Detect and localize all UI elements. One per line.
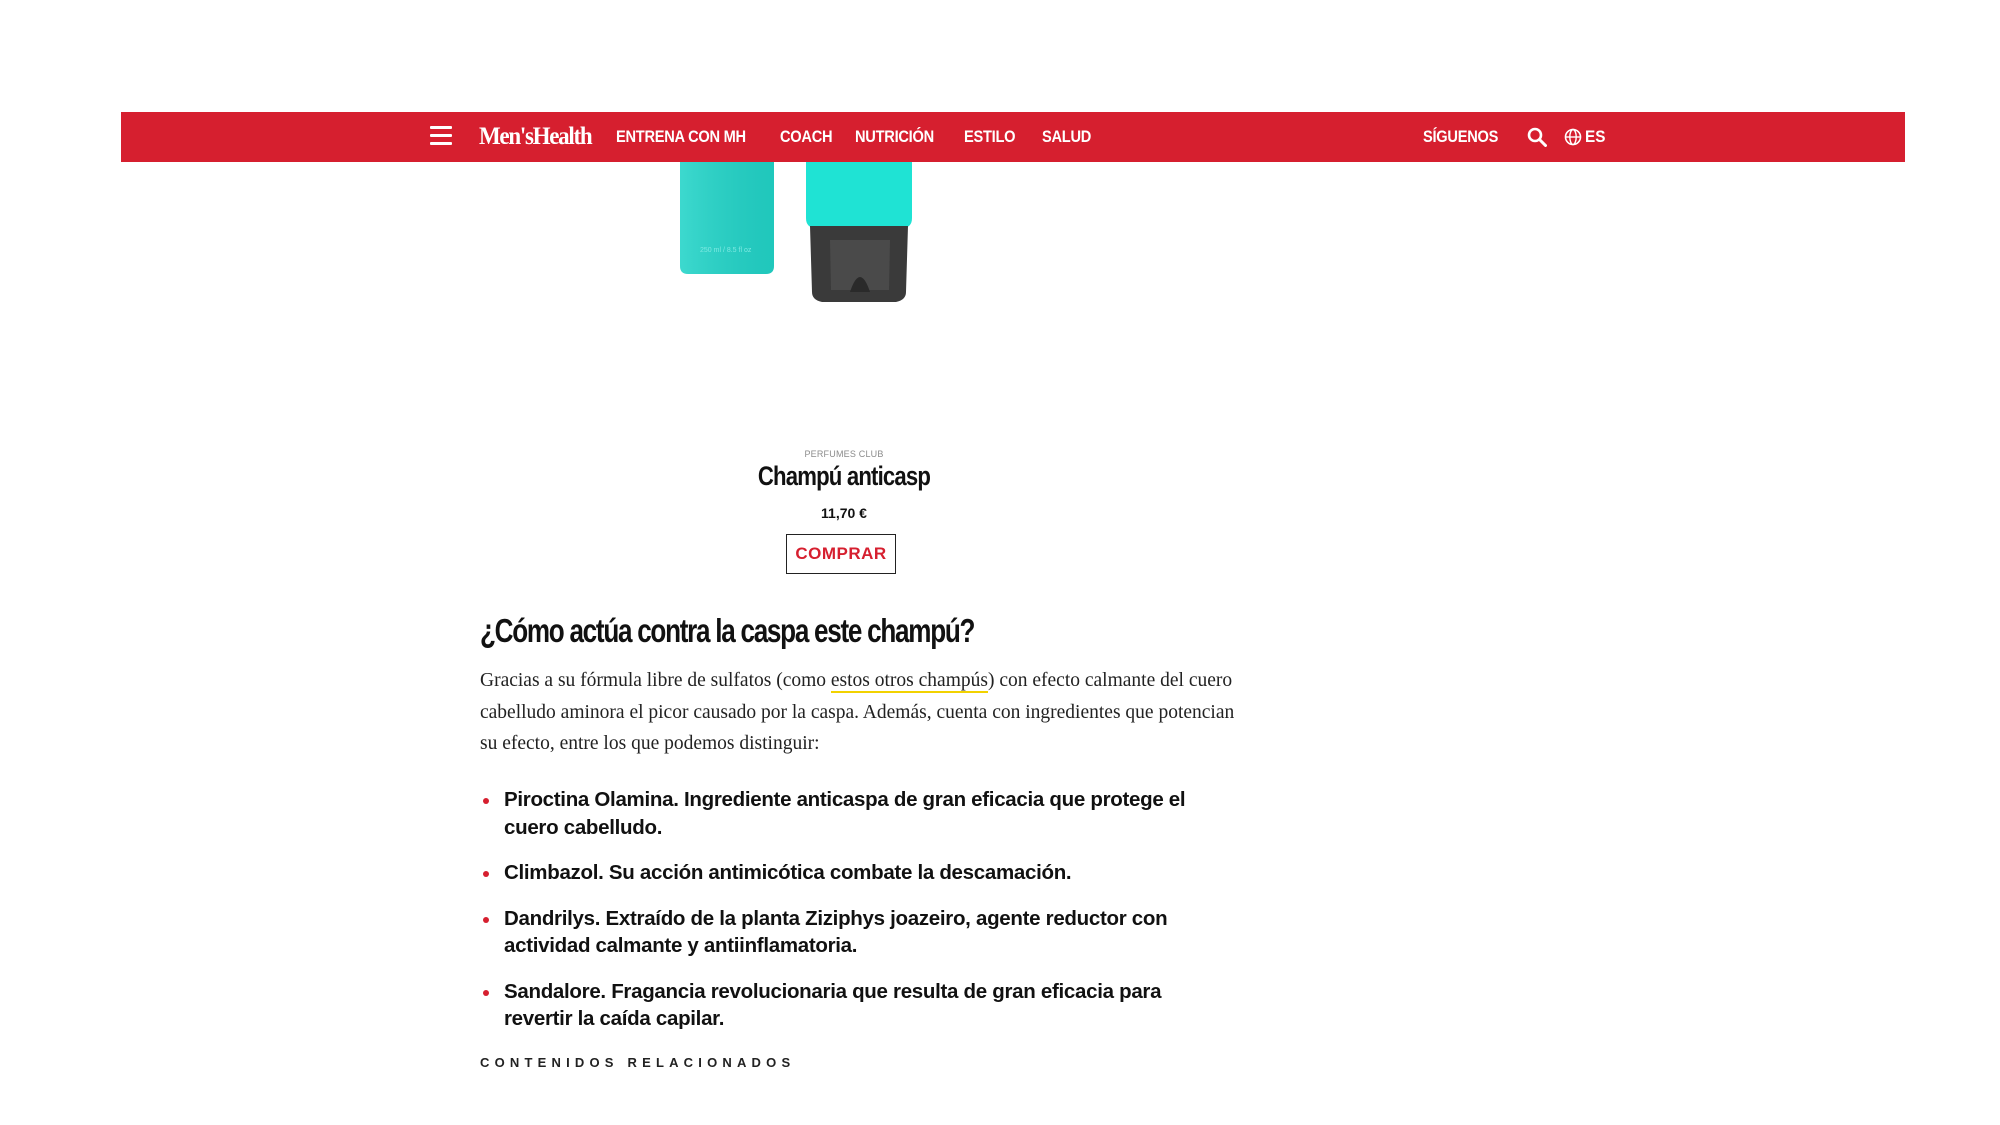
- follow-us-link[interactable]: SÍGUENOS: [1423, 127, 1499, 146]
- nav-link-coach[interactable]: COACH: [780, 127, 833, 146]
- bullet-dot-icon: [483, 871, 489, 877]
- nav-link-salud[interactable]: SALUD: [1042, 127, 1092, 146]
- product-title[interactable]: Champú anticasp: [757, 461, 931, 491]
- bullet-dot-icon: [483, 798, 489, 804]
- search-icon[interactable]: [1527, 127, 1547, 147]
- product-price: 11,70 €: [821, 505, 867, 521]
- bullet-dot-icon: [483, 917, 489, 923]
- bullet-dot-icon: [483, 990, 489, 996]
- list-item: [480, 859, 1200, 887]
- product-image[interactable]: [670, 162, 990, 312]
- nav-link-entrena[interactable]: ENTRENA CON MH: [616, 127, 746, 146]
- top-navigation-bar: [121, 112, 1905, 162]
- section-heading: ¿Cómo actúa contra la caspa este champú?: [480, 612, 975, 649]
- product-brand: PERFUMES CLUB: [804, 449, 884, 459]
- ingredient-text: Sandalore. Fragancia revolucionaria que resulta de gran eficacia para revertir la caída capilar.: [504, 979, 1162, 1030]
- list-item: [480, 905, 1200, 960]
- related-content-label: CONTENIDOS RELACIONADOS: [480, 1055, 796, 1070]
- intro-text-after: ) con efecto calmante del cuero cabelludo aminora el picor causado por la caspa. Además, cuenta con ingredientes que potencian su efecto, entre los que podemos distinguir:: [480, 670, 1235, 754]
- nav-inner: [121, 112, 1905, 162]
- buy-button[interactable]: COMPRAR: [786, 534, 896, 574]
- intro-paragraph: [480, 665, 1240, 760]
- hamburger-menu-icon[interactable]: [430, 126, 452, 148]
- list-item: [480, 786, 1200, 841]
- list-item: [480, 978, 1200, 1033]
- ingredient-list: [480, 786, 1200, 1051]
- language-selector[interactable]: ES: [1585, 127, 1606, 146]
- intro-text-before: Gracias a su fórmula libre de sulfatos (como: [480, 670, 831, 691]
- shampoos-article-link[interactable]: estos otros champús: [830, 670, 988, 691]
- ingredient-text: Piroctina Olamina. Ingrediente anticaspa de gran eficacia que protege el cuero cabelludo.: [504, 788, 1186, 839]
- ingredient-text: Dandrilys. Extraído de la planta Ziziphys joazeiro, agente reductor con actividad calmante y antiinflamatoria.: [504, 906, 1168, 957]
- nav-link-nutricion[interactable]: NUTRICIÓN: [855, 127, 934, 146]
- nav-link-estilo[interactable]: ESTILO: [964, 127, 1016, 146]
- product-image-label: 250 ml / 8.5 fl oz: [700, 247, 752, 254]
- ingredient-text: Climbazol. Su acción antimicótica combate la descamación.: [504, 861, 1072, 884]
- globe-icon[interactable]: [1564, 128, 1582, 146]
- site-logo[interactable]: Men'sHealth: [479, 123, 592, 150]
